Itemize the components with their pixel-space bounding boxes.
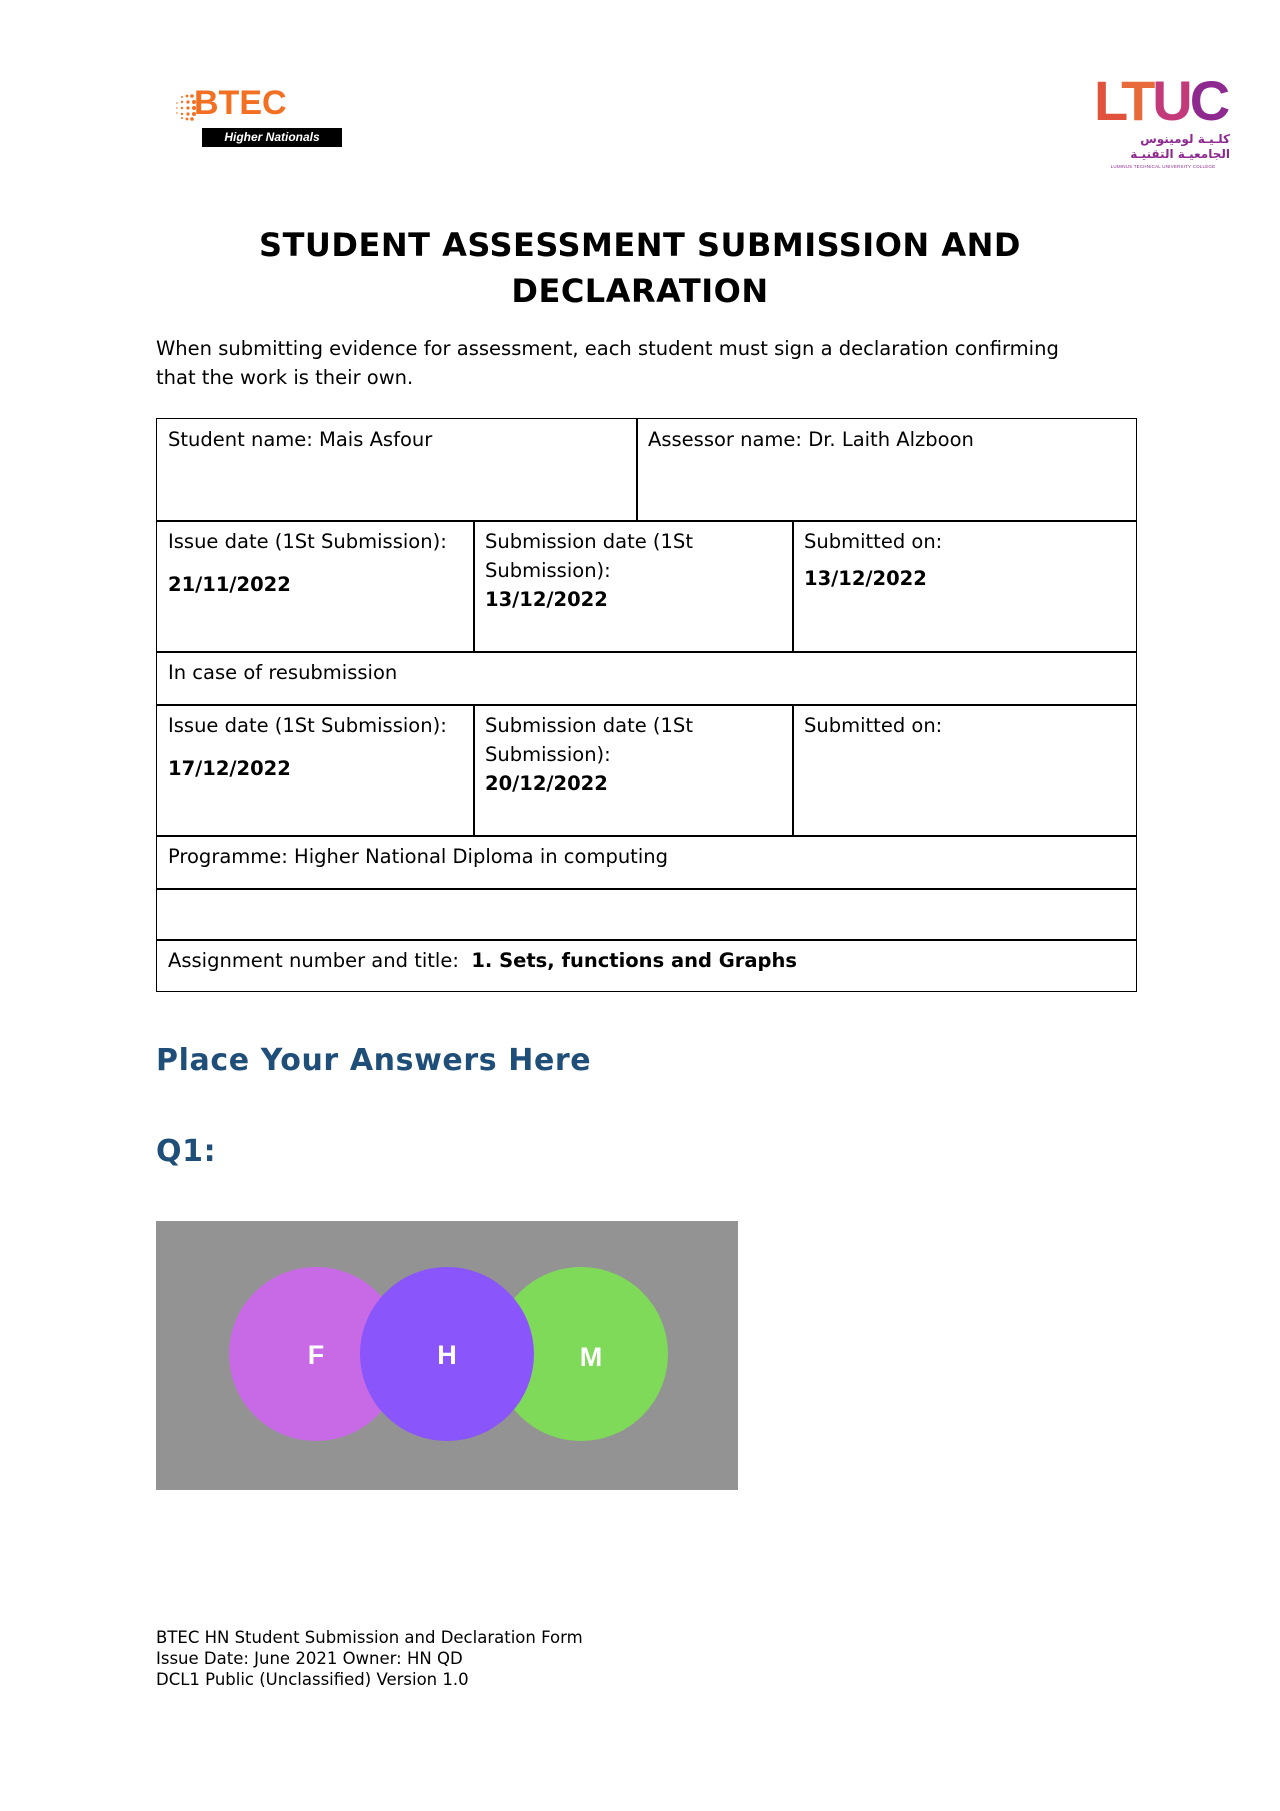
footer-line2: Issue Date: June 2021 Owner: HN QD	[156, 1649, 463, 1668]
venn-diagram	[156, 1221, 738, 1490]
first-issue-date-cell	[156, 520, 475, 653]
venn-label-h: H	[437, 1340, 457, 1370]
second-issue-date-value: 17/12/2022	[168, 757, 291, 780]
ltuc-arabic-line2: الجامعيـة التقنيـة	[1130, 147, 1230, 161]
ltuc-logo-word	[1094, 68, 1227, 133]
resubmission-label: In case of resubmission	[168, 661, 398, 684]
submission-form-table	[156, 418, 1137, 992]
answers-heading: Place Your Answers Here	[156, 1043, 592, 1078]
ltuc-logo	[1094, 69, 1232, 170]
btec-logo-tagline: Higher Nationals	[202, 128, 342, 147]
first-submitted-on-value: 13/12/2022	[804, 567, 927, 590]
second-submitted-on-cell	[792, 704, 1137, 837]
btec-logo-word: BTEC	[194, 84, 287, 122]
second-submission-date-label: Submission date (1St Submission):	[485, 714, 693, 766]
resubmission-cell	[156, 651, 1137, 706]
assessor-name-cell	[636, 418, 1137, 522]
second-submission-date-cell	[473, 704, 794, 837]
btec-logo	[174, 86, 342, 148]
assessor-name: Assessor name: Dr. Laith Alzboon	[648, 428, 974, 451]
footer-line1: BTEC HN Student Submission and Declaration Form	[156, 1628, 583, 1647]
first-submitted-on-label: Submitted on:	[804, 530, 943, 553]
page-title-line1: STUDENT ASSESSMENT SUBMISSION AND	[259, 226, 1021, 264]
ltuc-arabic-line1: كلـيـة لومينوس	[1140, 132, 1230, 146]
programme-cell	[156, 835, 1137, 890]
second-submission-date-value: 20/12/2022	[485, 772, 608, 795]
first-submitted-on-cell	[792, 520, 1137, 653]
empty-row-cell	[156, 888, 1137, 941]
second-issue-date-label: Issue date (1St Submission):	[168, 714, 447, 737]
venn-label-m: M	[579, 1342, 603, 1372]
first-submission-date-value: 13/12/2022	[485, 588, 608, 611]
ltuc-logo-english: LUMINUS TECHNICAL UNIVERSITY COLLEGE	[1110, 164, 1216, 169]
ltuc-letter-u: U	[1152, 69, 1190, 132]
assignment-cell	[156, 939, 1137, 992]
page-title-line2: DECLARATION	[511, 272, 769, 310]
page-title	[220, 222, 1060, 314]
first-issue-date-label: Issue date (1St Submission):	[168, 530, 447, 553]
page-footer	[156, 1627, 856, 1690]
second-submitted-on-label: Submitted on:	[804, 714, 943, 737]
venn-label-f: F	[307, 1340, 325, 1370]
ltuc-letter-c: C	[1189, 69, 1228, 132]
first-submission-date-cell	[473, 520, 794, 653]
intro-text: When submitting evidence for assessment, each student must sign a declaration confirming that the work is their own.	[156, 337, 1059, 389]
footer-line3: DCL1 Public (Unclassified) Version 1.0	[156, 1670, 469, 1689]
first-submission-date-label: Submission date (1St Submission):	[485, 530, 693, 582]
assignment-label: Assignment number and title:	[168, 949, 459, 972]
student-name-cell	[156, 418, 638, 522]
assignment-title: 1. Sets, functions and Graphs	[471, 949, 797, 972]
second-issue-date-cell	[156, 704, 475, 837]
q1-heading: Q1:	[156, 1134, 217, 1169]
first-issue-date-value: 21/11/2022	[168, 573, 291, 596]
ltuc-logo-arabic	[1096, 132, 1230, 162]
programme-text: Programme: Higher National Diploma in computing	[168, 845, 668, 868]
ltuc-letter-l: L	[1094, 69, 1122, 132]
ltuc-letter-t: T	[1121, 69, 1153, 132]
student-name: Student name: Mais Asfour	[168, 428, 433, 451]
